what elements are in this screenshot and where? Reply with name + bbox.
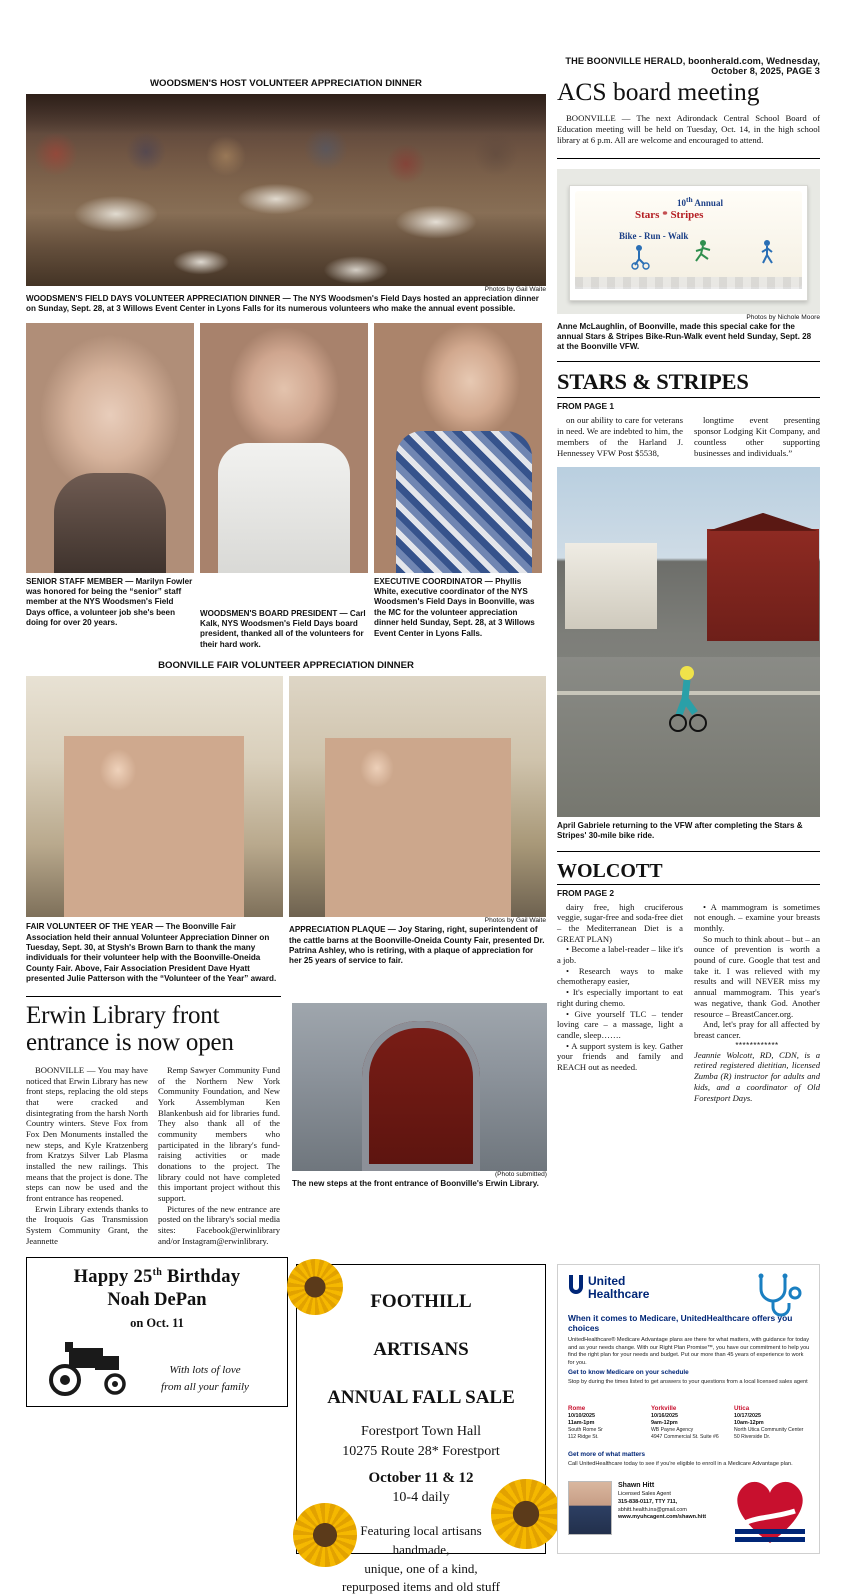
agent-email[interactable]: sbhitt.health.ins@gmail.com xyxy=(618,1506,687,1513)
caption-april-gabriele: April Gabriele returning to the VFW after completing the Stars & Stripes' 30-mile bike ride. xyxy=(557,820,803,841)
photo-fair-volunteer-of-the-year xyxy=(26,676,283,917)
photo-credit-fair: Photos by Gail Waite xyxy=(484,917,546,925)
uhc-paragraph: UnitedHealthcare® Medicare Advantage plans are there for what matters, with guidance for today and as your needs change. With our Right Plan Promise™, you have our commitment to help you find the right plan for your needs and budget. Put our more than 45 years of experience to work for you. xyxy=(568,1337,810,1366)
caption-executive-coordinator: EXECUTIVE COORDINATOR — Phyllis White, executive coordinator of the NYS Woodsmen's Field Days in Boonville, was the MC for the volunteer appreciation dinner held Sunday, Sept. 28, at 3 Willows Event Center in Lyons Falls. xyxy=(374,576,535,638)
photo-erwin-library-entrance xyxy=(292,1003,547,1171)
cake-text-annual: 10th Annual xyxy=(677,194,723,208)
uhc-subhead-matters: Get more of what matters xyxy=(568,1451,646,1458)
agent-phone[interactable]: 315-838-0117, TTY 711, xyxy=(618,1498,678,1505)
caption-appreciation-plaque: APPRECIATION PLAQUE — Joy Staring, right, superintendent of the cattle barns at the Boonville-Oneida County Fair, presented Dr. Patrina Ashley, who is retiring, with a plaque of appreciation for her 25 years of service to fair. xyxy=(289,925,545,966)
uhc-location-rome: Rome 10/10/2025 11am-1pm South Rome Sr 112 Ridge St. xyxy=(568,1405,603,1440)
banner-boonville-fair: BOONVILLE FAIR VOLUNTEER APPRECIATION DINNER xyxy=(158,660,414,672)
headline-acs-board-meeting: ACS board meeting xyxy=(557,77,760,106)
foothill-body-4: repurposed items and old stuff xyxy=(342,1579,500,1595)
sunflower-icon-topleft xyxy=(287,1259,343,1315)
uhc-paragraph-2: Stop by during the times listed to get answers to your questions from a local licensed sales agent xyxy=(568,1379,808,1385)
caption-fair-volunteer-of-the-year: FAIR VOLUNTEER OF THE YEAR — The Boonville Fair Association held their annual Volunteer Appreciation Dinner on Tuesday, Sept. 30, at Stysh's Brown Barn to thank the many individuals for their volunteer help with the Boonville-Oneida County Fair. Above, Fair Association President Dave Hyatt presented Julie Patterson with the “Volunteer of the Year” award. xyxy=(26,922,277,983)
photo-credit-cake: Photos by Nichole Moore xyxy=(746,313,820,321)
ad-unitedhealthcare xyxy=(557,1264,820,1554)
caption-senior-staff-member: SENIOR STAFF MEMBER — Marilyn Fowler was honored for being the “senior” staff member at the NYS Woodsmen's Field Days office, a volunteer job she's been doing for over 20 years. xyxy=(26,576,193,628)
foothill-title-1: FOOTHILL xyxy=(370,1291,472,1312)
photo-appreciation-plaque xyxy=(289,676,546,917)
photo-credit-erwin: (Photo submitted) xyxy=(494,1171,547,1179)
runner-figure-icon xyxy=(693,239,713,265)
sunflower-icon-bottomright xyxy=(491,1479,561,1549)
uhc-paragraph-3: Call UnitedHealthcare today to see if you're eligible to enroll in a Medicare Advantage plan. xyxy=(568,1461,793,1467)
trio-cell-1 xyxy=(26,323,194,650)
right-column-zone xyxy=(557,76,820,1104)
headline-stars-stripes: STARS & STRIPES xyxy=(557,368,749,394)
caption-cake: Anne McLaughlin, of Boonville, made this special cake for the annual Stars & Stripes Bike-Run-Walk event held Sunday, Sept. 28 at the Boonville VFW. xyxy=(557,321,812,352)
foothill-title-3: ANNUAL FALL SALE xyxy=(327,1387,515,1409)
birthday-line-4: With lots of love xyxy=(169,1363,241,1376)
headline-erwin-library: Erwin Library front entrance is now open xyxy=(26,1002,234,1057)
stethoscope-icon xyxy=(753,1273,807,1317)
story-erwin-library xyxy=(26,996,546,1246)
walker-figure-icon xyxy=(757,239,777,265)
caption-board-president: WOODSMEN'S BOARD PRESIDENT — Carl Kalk, NYS Woodsmen's Field Days board president, thanked all of the volunteers for their hard work. xyxy=(200,608,366,649)
erwin-body-col-1: BOONVILLE — You may have noticed that Erwin Library has new front steps, replacing the old steps that were cracked and disintegrating from the harsh North Country winters. Steve Fox from Fox Den Monuments installed the new steps, and Kyle Kratzenberg from Kratzys Silver Lab Plasma installed the new railings. This means that the project is done. The steps can now be used and the front entrance has reopened. Erwin Library extends thanks to the Iroquois Gas Transmission System Community Grant, the Jeannette xyxy=(26,1064,148,1246)
caption-woodsmen-dinner: WOODSMEN'S FIELD DAYS VOLUNTEER APPRECIATION DINNER — The NYS Woodsmen's Field Days hosted an appreciation dinner on Sunday, Sept. 28, at 3 Willows Event Center in Lyons Falls for its numerous volunteers who make the annual event possible. xyxy=(26,294,539,314)
photo-trio-row xyxy=(26,323,546,650)
foothill-body-3: unique, one of a kind, xyxy=(364,1560,478,1576)
uhc-headline: When it comes to Medicare, UnitedHealthcare offers you choices xyxy=(568,1313,793,1334)
headline-wolcott: WOLCOTT xyxy=(557,859,663,882)
jump-line-wolcott: FROM PAGE 2 xyxy=(557,887,615,898)
wolcott-divider: ************ xyxy=(735,1040,779,1050)
unitedhealthcare-logo-icon xyxy=(568,1274,584,1295)
trio-cell-2 xyxy=(200,323,368,650)
photo-duo-row xyxy=(26,676,546,984)
trio-cell-3 xyxy=(374,323,542,650)
page-masthead: THE BOONVILLE HERALD, boonherald.com, Wednesday, October 8, 2025, PAGE 3 xyxy=(565,56,820,76)
uhc-location-yorkville: Yorkville 10/16/2025 9am-12pm WB Payne Agency 4947 Commercial St. Suite #6 xyxy=(651,1405,719,1440)
foothill-hours: 10-4 daily xyxy=(392,1490,450,1506)
cake-text-title: Stars * Stripes xyxy=(635,208,704,221)
wolcott-col-1: dairy free, high cruciferous veggie, sugar-free and soda-free diet – the Mediterranean Diet is a GREAT PLAN) • Become a label-reader – like it's a job. • Research ways to make chemotherapy easier, • It's especially important to eat right during chemo. • Give yourself TLC – tender loving care – a massage, light a candle, sleep……. • A support system is key. Gather your friends and family and REACH out as needed. xyxy=(557,901,683,1072)
duo-cell-2 xyxy=(289,676,546,984)
photo-carl-kalk xyxy=(200,323,368,573)
ad-foothill-artisans xyxy=(296,1264,546,1595)
wolcott-col-2: • A mammogram is sometimes not enough. – examine your breasts monthly. So much to think about – but – an ounce of prevention is worth a pound of cure. Google that test and take it. I was relieved with my results and will NEVER miss my annual mammogram. This year's was negative, thank God. Another resource – BreastCancer.org. And, let's pray for all affected by breast cancer. ************ Jeannie Wolcott, RD, CDN, is a retired registered dietitian, licensed Zumba (R) instructor for adults and kids, and a coordinator of Old Forestport Days. xyxy=(694,901,820,1104)
foothill-title-2: ARTISANS xyxy=(373,1339,469,1361)
agent-website[interactable]: www.myuhcagent.com/shawn.hitt xyxy=(618,1514,707,1521)
uhc-locations xyxy=(568,1405,811,1440)
body-wolcott xyxy=(557,902,820,1104)
jump-line-stars-stripes: FROM PAGE 1 xyxy=(557,400,615,411)
uhc-location-utica: Utica 10/17/2025 10am-12pm North Utica Community Center 50 Riverside Dr. xyxy=(734,1405,804,1440)
uhc-brand-text: United Healthcare xyxy=(588,1274,650,1301)
cake-text-events: Bike - Run - Walk xyxy=(619,230,689,241)
foothill-body-1: Featuring local artisans xyxy=(360,1523,482,1539)
tractor-icon xyxy=(39,1334,143,1396)
birthday-line-1: Happy 25th Birthday xyxy=(73,1266,241,1287)
photo-phyllis-white xyxy=(374,323,542,573)
wolcott-signature: Jeannie Wolcott, RD, CDN, is a retired registered dietitian, licensed Zumba (R) instructor for adults and kids, and a coordinator of Old Forestport Days. xyxy=(694,1049,820,1104)
ad-birthday-noah-depan xyxy=(26,1257,288,1407)
cyclist-figure-icon xyxy=(631,243,651,269)
foothill-body-2: handmade, xyxy=(392,1542,450,1558)
left-column-zone xyxy=(26,78,546,1407)
duo-cell-1 xyxy=(26,676,283,984)
photo-stars-stripes-cake xyxy=(557,169,820,314)
photo-credit-woodsmen: Photos by Gail Waite xyxy=(484,286,546,293)
sunflower-icon-bottomleft xyxy=(293,1503,357,1567)
uhc-subhead-schedule: Get to know Medicare on your schedule xyxy=(568,1369,689,1376)
agent-photo xyxy=(568,1481,612,1535)
birthday-line-2: Noah DePan xyxy=(107,1289,207,1310)
body-stars-stripes: on our ability to care for veterans in need. We are indebted to him, the members of the Harland J. Hennessey VFW Post $5538, longtime event presenting sponsor Lodging Kit Company, and countless other supporting businesses and individuals.” xyxy=(557,414,820,458)
birthday-line-3: on Oct. 11 xyxy=(130,1315,184,1330)
foothill-dates: October 11 & 12 xyxy=(368,1470,474,1487)
caption-erwin-library: The new steps at the front entrance of Boonville's Erwin Library. xyxy=(292,1179,539,1189)
photo-woodsmen-dinner xyxy=(26,94,546,286)
erwin-body-col-2: Remp Sawyer Community Fund of the Northern New York Community Foundation, and New York Assemblyman Ken Blankenbush aid for libraries fund. They also thank all of the community members who participated in the library's fund-raising activities or made donations to the project. The library could not have completed this important project without this support. Pictures of the new entrance are posted on the library's social media sites: Facebook@erwinlibrary and/or Instagram@erwinlibrary. xyxy=(158,1064,280,1246)
body-acs-board-meeting: BOONVILLE — The next Adirondack Central School Board of Education meeting will be held on Tuesday, Oct. 14, in the high school library at 6 p.m. All are welcome and encouraged to attend. xyxy=(557,112,820,145)
birthday-line-5: from all your family xyxy=(161,1380,249,1393)
photo-april-gabriele-cyclist xyxy=(557,467,820,817)
photo-marilyn-fowler xyxy=(26,323,194,573)
heart-flag-icon xyxy=(727,1473,813,1547)
foothill-address: 10275 Route 28* Forestport xyxy=(342,1444,500,1460)
banner-woodsmen: WOODSMEN'S HOST VOLUNTEER APPRECIATION DINNER xyxy=(150,78,422,89)
agent-title: Licensed Sales Agent xyxy=(618,1490,671,1497)
agent-name: Shawn Hitt xyxy=(618,1482,655,1489)
cyclist-photo-icon xyxy=(665,663,709,733)
foothill-venue: Forestport Town Hall xyxy=(360,1424,482,1440)
